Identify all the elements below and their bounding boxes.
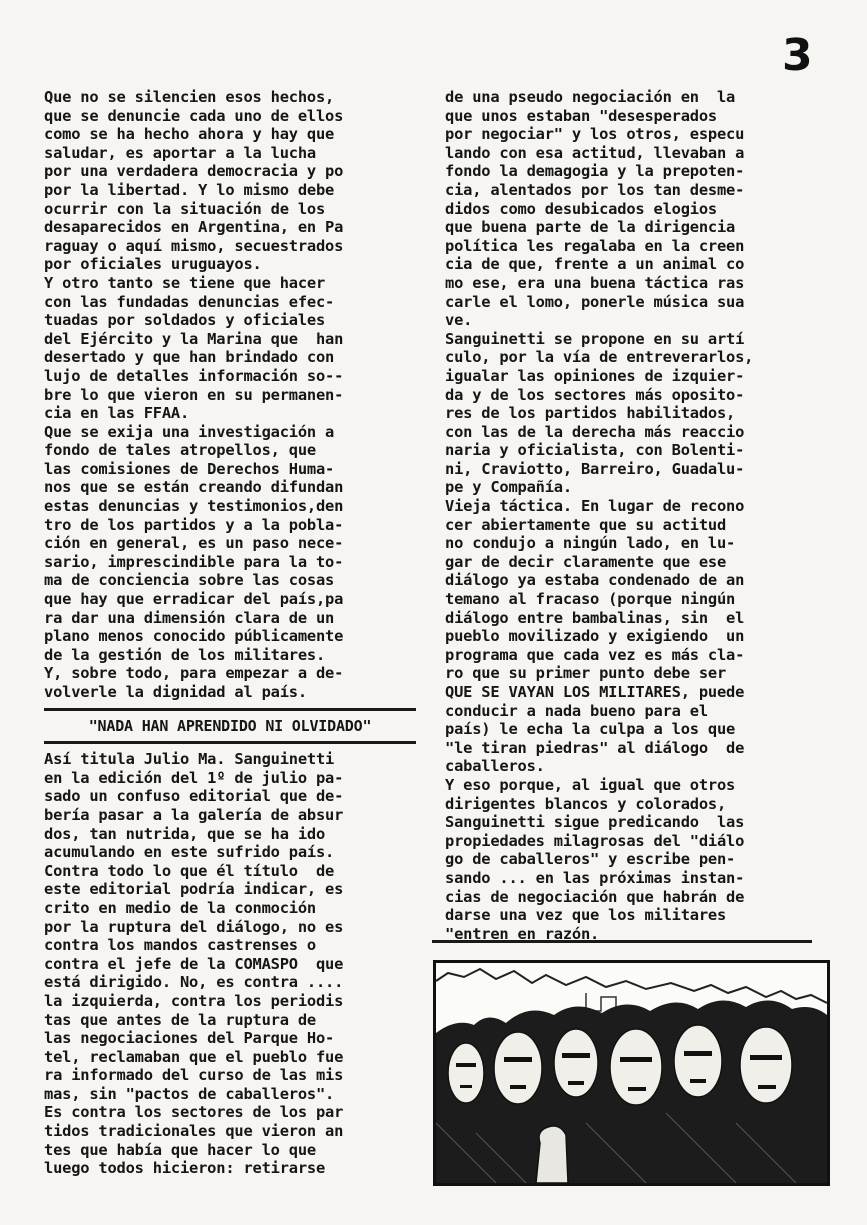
text-line: ma de conciencia sobre las cosas [44,571,335,590]
text-line: estas denuncias y testimonios,den [44,497,344,516]
text-line: fondo de tales atropellos, que [44,441,316,460]
text-line: lujo de detalles información so-- [44,366,344,385]
text-line: nos que se están creando difundan [44,478,344,497]
text-line: sario, imprescindible para la to- [44,552,344,571]
text-line: las negociaciones del Parque Ho- [44,1029,335,1048]
text-line: volverle la dignidad al país. [44,683,307,701]
text-line: contra el jefe de la COMASPO que [44,954,344,973]
text-line: didos como desubicados elogios [445,199,717,218]
text-line: la izquierda, contra los periodis [44,991,344,1010]
text-line: de la gestión de los militares. [44,645,326,664]
text-line: desertado y que han brindado con [44,348,335,367]
text-line: por la libertad. Y lo mismo debe [44,180,335,199]
text-line: cia de que, frente a un animal co [445,255,745,274]
text-line: Sanguinetti sigue predicando las [445,813,745,832]
right-paragraph-1 [445,88,820,943]
heading-top-rule [44,708,416,711]
text-line: contra los mandos castrenses o [44,936,316,955]
text-line: cia, alentados por los tan desme- [445,180,745,199]
text-line: culo, por la vía de entreverarlos, [445,348,754,367]
text-line: acumulando en este sufrido país. [44,843,335,862]
text-line: tidos tradicionales que vieron an [44,1122,344,1141]
text-line: país) le echa la culpa a los que [445,720,736,739]
text-line: igualar las opiniones de izquier- [445,366,745,385]
text-line: bería pasar a la galería de absur [44,805,344,824]
text-line: pueblo movilizado y exigiendo un [445,627,745,646]
text-line: Que no se silencien esos hechos, [44,88,335,106]
text-line: Contra todo lo que él título de [44,861,335,880]
text-line: ocurrir con la situación de los [44,199,326,218]
text-line: carle el lomo, ponerle música sua [445,292,745,311]
text-line: tuadas por soldados y oficiales [44,311,326,330]
text-line: gar de decir claramente que ese [445,552,727,571]
text-line: ro que su primer punto debe ser [445,664,727,683]
text-line: Sanguinetti se propone en su artí [445,329,745,348]
text-line: las comisiones de Derechos Huma- [44,459,335,478]
text-line: cer abiertamente que su actitud [445,515,727,534]
text-line: tro de los partidos y a la pobla- [44,515,344,534]
raised-fist [536,1126,568,1183]
text-line: ción en general, es un paso nece- [44,534,344,553]
text-line: diálogo ya estaba condenado de an [445,571,745,590]
text-line: no condujo a ningún lado, en lu- [445,534,736,553]
text-line: res de los partidos habilitados, [445,404,736,423]
text-line: "entren en razón. [445,924,600,943]
text-line: que se denuncie cada uno de ellos [44,106,344,125]
page-number: 3 [782,30,813,81]
text-line: por negociar" y los otros, especu [445,125,745,144]
section-heading: "NADA HAN APRENDIDO NI OLVIDADO" [88,716,372,735]
text-line: diálogo entre bambalinas, sin el [445,608,745,627]
text-line: con las de la derecha más reaccio [445,422,745,441]
text-line: propiedades milagrosas del "diálo [445,831,745,850]
illustration-top-rule [432,940,812,943]
text-line: tel, reclamaban que el pueblo fue [44,1047,344,1066]
text-line: bre lo que vieron en su permanen- [44,385,344,404]
text-line: darse una vez que los militares [445,906,727,925]
text-line: en la edición del 1º de julio pa- [44,768,344,787]
text-line: cia en las FFAA. [44,404,190,423]
text-line: temano al fracaso (porque ningún [445,590,736,609]
text-line: Vieja táctica. En lugar de recono [445,497,745,516]
text-line: dos, tan nutrida, que se ha ido [44,824,326,843]
text-line: mo ese, era una buena táctica ras [445,273,745,292]
text-line: que hay que erradicar del país,pa [44,590,344,609]
skyline-outline [436,969,827,1003]
text-line: sando ... en las próximas instan- [445,868,745,887]
heading-bottom-rule [44,741,416,744]
text-line: Es contra los sectores de los par [44,1103,344,1122]
text-line: ra informado del curso de las mis [44,1066,344,1085]
text-line: fondo la demagogia y la prepoten- [445,162,745,181]
text-line: programa que cada vez es más cla- [445,645,745,664]
text-line: "le tiran piedras" al diálogo de [445,738,745,757]
text-line: este editorial podría indicar, es [44,880,344,899]
text-line: como se ha hecho ahora y hay que [44,125,335,144]
text-line: Así titula Julio Ma. Sanguinetti [44,750,335,769]
text-line: Y, sobre todo, para empezar a de- [44,664,344,683]
text-line: desaparecidos en Argentina, en Pa [44,218,344,237]
text-line: Que se exija una investigación a [44,422,335,441]
text-line: por la ruptura del diálogo, no es [44,917,344,936]
text-line: plano menos conocido públicamente [44,627,344,646]
text-line: lando con esa actitud, llevaban a [445,143,745,162]
left-paragraph-2 [44,750,416,1178]
text-line: de una pseudo negociación en la [445,88,736,106]
crowd-illustration [433,960,830,1186]
text-line: por oficiales uruguayos. [44,255,262,274]
text-line: raguay o aquí mismo, secuestrados [44,236,344,255]
text-line: política les regalaba en la creen [445,236,745,255]
text-line: que unos estaban "desesperados [445,106,717,125]
text-line: tes que había que hacer lo que [44,1140,316,1159]
text-line: QUE SE VAYAN LOS MILITARES, puede [445,683,745,701]
text-line: caballeros. [445,757,545,776]
text-line: pe y Compañía. [445,478,572,497]
text-line: saludar, es aportar a la lucha [44,143,316,162]
text-line: go de caballeros" y escribe pen- [445,850,736,869]
text-line: del Ejército y la Marina que han [44,329,344,348]
text-line: con las fundadas denuncias efec- [44,292,335,311]
text-line: mas, sin "pactos de caballeros". [44,1084,335,1103]
text-line: da y de los sectores más oposito- [445,385,745,404]
text-line: dirigentes blancos y colorados, [445,794,727,813]
right-column [445,88,820,943]
text-line: ra dar una dimensión clara de un [44,608,335,627]
text-line: tas que antes de la ruptura de [44,1010,316,1029]
text-line: está dirigido. No, es contra .... [44,973,344,992]
crowd-of-people-drawing-icon [436,963,827,1183]
text-line: por una verdadera democracia y po [44,162,344,181]
text-line: ve. [445,311,473,330]
text-line: crito en medio de la conmoción [44,898,316,917]
text-line: naria y oficialista, con Bolenti- [445,441,745,460]
text-line: ni, Craviotto, Barreiro, Guadalu- [445,459,745,478]
text-line: sado un confuso editorial que de- [44,787,344,806]
text-line: Y eso porque, al igual que otros [445,775,736,794]
left-column [44,88,416,1178]
text-line: Y otro tanto se tiene que hacer [44,273,326,292]
text-line: que buena parte de la dirigencia [445,218,736,237]
text-line: conducir a nada bueno para el [445,701,708,720]
text-line: luego todos hicieron: retirarse [44,1159,326,1178]
text-line: cias de negociación que habrán de [445,887,745,906]
left-paragraph-1 [44,88,416,702]
